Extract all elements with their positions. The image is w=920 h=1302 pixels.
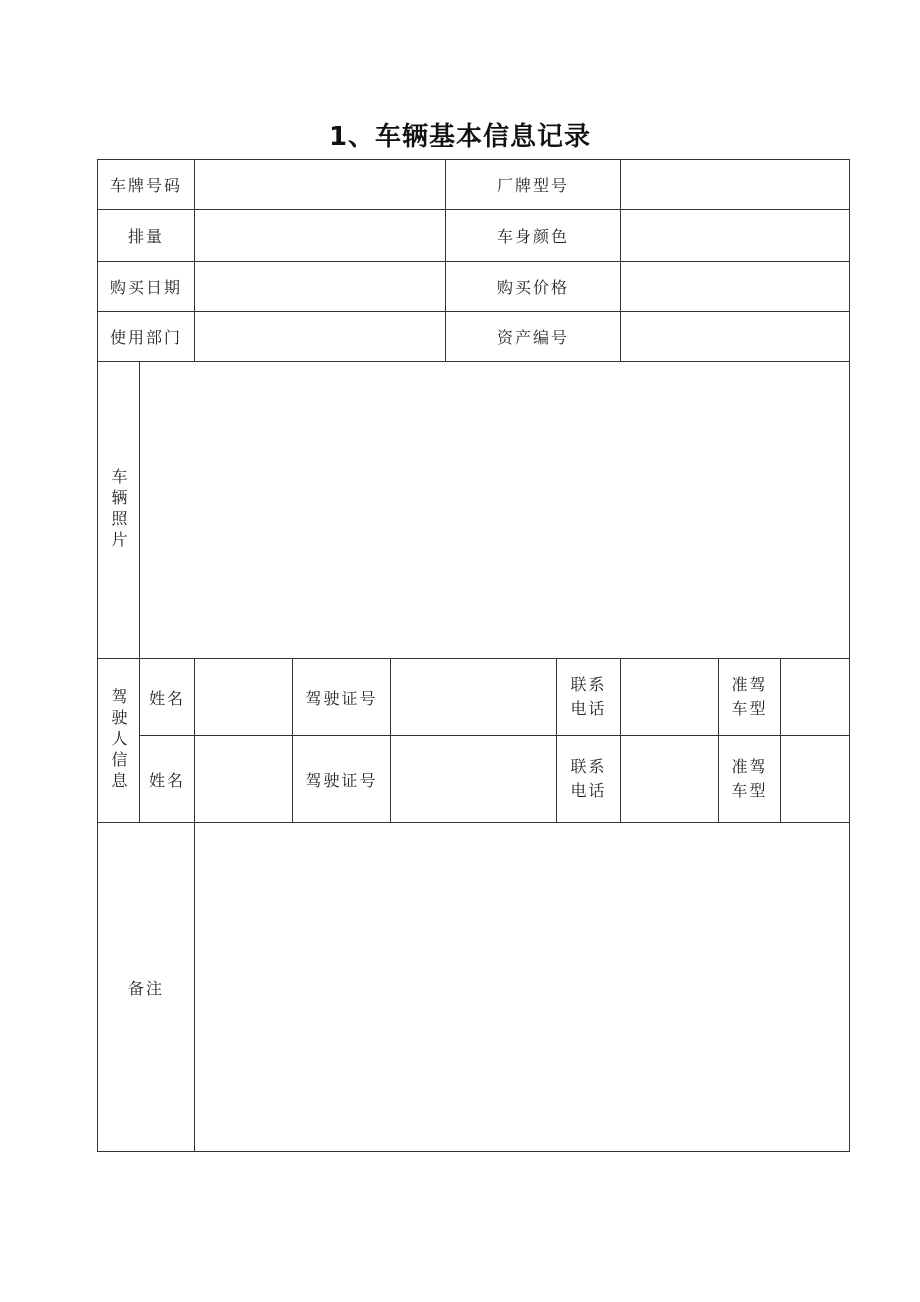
class-label-line2: 车型 xyxy=(731,699,768,718)
asset-no-field[interactable] xyxy=(621,312,849,361)
driver-label xyxy=(98,659,139,822)
body-color-field[interactable] xyxy=(621,210,849,261)
remarks-field[interactable] xyxy=(195,823,849,1151)
driver2-license-field[interactable] xyxy=(391,736,556,822)
driver1-phone-field[interactable] xyxy=(621,659,718,735)
driver2-class-label xyxy=(719,736,780,822)
driver2-phone-field[interactable] xyxy=(621,736,718,822)
purchase-price-label: 购买价格 xyxy=(496,278,569,297)
driver2-class-field[interactable] xyxy=(781,736,849,822)
displacement-label: 排量 xyxy=(127,227,164,246)
driver1-license-label: 驾驶证号 xyxy=(305,688,378,708)
department-field[interactable] xyxy=(195,312,445,361)
phone-label-line1: 联系 xyxy=(570,757,607,776)
phone-label-line1: 联系 xyxy=(570,675,607,694)
remarks-label: 备注 xyxy=(127,978,164,998)
driver2-name-label: 姓名 xyxy=(148,770,185,790)
driver2-phone-label xyxy=(557,736,620,822)
photo-label xyxy=(98,362,139,658)
purchase-date-field[interactable] xyxy=(195,262,445,311)
department-label: 使用部门 xyxy=(109,328,182,347)
class-label-line1: 准驾 xyxy=(731,757,768,776)
brand-label: 厂牌型号 xyxy=(496,176,569,195)
driver2-name-field[interactable] xyxy=(195,736,292,822)
class-label-line2: 车型 xyxy=(731,781,768,800)
plate-label: 车牌号码 xyxy=(109,176,182,195)
body-color-label: 车身颜色 xyxy=(496,227,569,246)
driver-label-text: 驾驶人信息 xyxy=(109,688,128,793)
plate-field[interactable] xyxy=(195,160,445,209)
driver1-license-field[interactable] xyxy=(391,659,556,735)
phone-label-line2: 电话 xyxy=(570,781,607,800)
driver1-name-field[interactable] xyxy=(195,659,292,735)
driver1-phone-label xyxy=(557,659,620,735)
driver2-license-label: 驾驶证号 xyxy=(305,770,378,790)
displacement-field[interactable] xyxy=(195,210,445,261)
class-label-line1: 准驾 xyxy=(731,675,768,694)
brand-field[interactable] xyxy=(621,160,849,209)
photo-label-text: 车辆照片 xyxy=(109,468,128,552)
driver1-class-field[interactable] xyxy=(781,659,849,735)
asset-no-label: 资产编号 xyxy=(496,328,569,347)
driver1-name-label: 姓名 xyxy=(148,688,185,708)
page-title: 1、车辆基本信息记录 xyxy=(328,122,592,152)
purchase-price-field[interactable] xyxy=(621,262,849,311)
driver1-class-label xyxy=(719,659,780,735)
purchase-date-label: 购买日期 xyxy=(109,278,182,297)
photo-area[interactable] xyxy=(140,362,849,658)
phone-label-line2: 电话 xyxy=(570,699,607,718)
